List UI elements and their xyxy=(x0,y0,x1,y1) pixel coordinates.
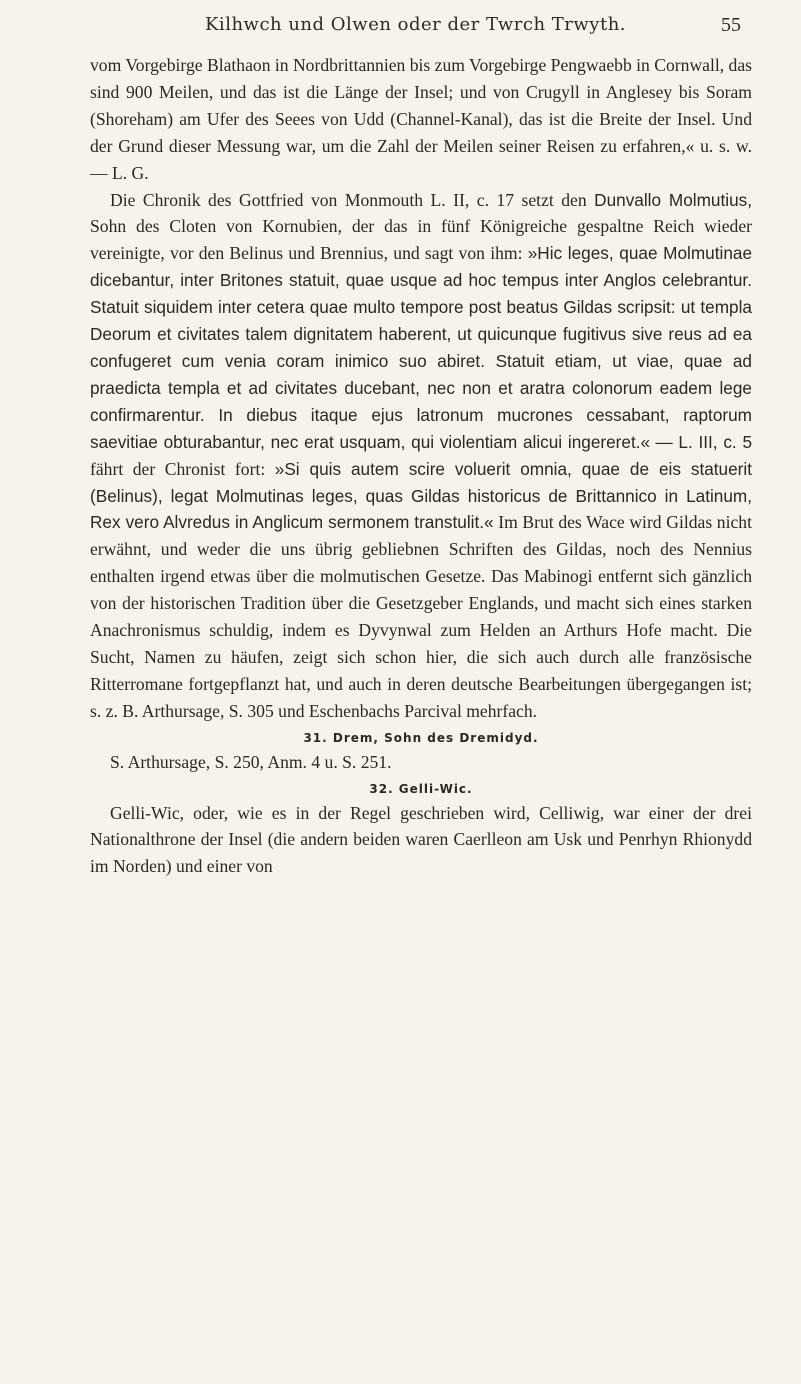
paragraph-molmutius xyxy=(90,187,752,725)
page-header xyxy=(90,14,741,44)
note-heading: 32. Gelli-Wic. xyxy=(369,781,473,796)
running-title: Kilhwch und Olwen oder der Twrch Trwyth. xyxy=(204,14,627,35)
paragraph-text: Die Chronik des Gottfried von Monmouth L. II, c. 17 setzt den xyxy=(110,189,587,210)
paragraph-geography: vom Vorgebirge Blathaon in Nordbrittannien bis zum Vorgebirge Pengwaebb in Cornwall, das sind 900 Meilen, und das ist die Länge der Insel; und von Crugyll in Anglesey bis Soram (Shoreham) am Ufer des Seees von Udd (Channel-Kanal), das ist die Breite der Insel. Und der Grund dieser Messung war, um die Zahl der Meilen seiner Reisen zu erfahren,« u. s. w. — L. G. xyxy=(90,55,752,183)
latin-quotation: »Hic leges, quae Molmutinae dicebantur, inter Britones statuit, quae usque ad hoc tempus inter Anglos celebrantur. Statuit siquidem inter cetera quae multo tempore post beatus Gildas scripsit: ut templa Deorum et civitates talem dignitatem haberent, ut quicunque fugitivus sive reus ad ea confugeret cum venia coram inimico suo abiret. Statuit etiam, ut viae, quae ad praedicta templa et ad civitates ducebant, nec non et aratra colonorum eadem lege confirmarentur. In diebus itaque ejus latronum mucrones cessabant, raptorum saevitiae obturabantur, nec erat usquam, qui violentiam alicui ingereret.« xyxy=(90,243,753,452)
note-heading: 31. Drem, Sohn des Dremidyd. xyxy=(303,730,539,745)
note-text: Gelli-Wic, oder, wie es in der Regel geschrieben wird, Celliwig, war einer der drei Nationalthrone der Insel (die andern beiden waren Caerlleon am Usk und Penrhyn Rhionydd im Norden) und einer von xyxy=(90,802,752,877)
source-reference: — L. III, c. 5 xyxy=(655,431,753,452)
page-number: 55 xyxy=(721,14,741,36)
latin-name: Dunvallo Molmutius, xyxy=(594,189,753,210)
paragraph-text: fährt der Chronist fort: xyxy=(90,458,266,479)
note-text: S. Arthursage, S. 250, Anm. 4 u. S. 251. xyxy=(110,751,392,772)
paragraph-text: Sohn des Cloten von Kornubien, der das in fünf Königreiche gespaltne Reich wieder vereinigte, vor den Belinus und Brennius, und sagt von ihm: xyxy=(90,216,752,264)
paragraph-text: Im Brut des Wace wird Gildas nicht erwähnt, und weder die uns übrig gebliebnen Schriften des Gildas, noch des Nennius enthalten irgend etwas über die molmutischen Gesetze. Das Mabinogi entfernt sich gänzlich von der historischen Tradition über die Gesetzgeber Englands, und macht sich eines starken Anachronismus schuldig, indem es Dyvynwal zum Helden an Arthurs Hofe macht. Die Sucht, Namen zu häufen, zeigt sich schon hier, die sich auch durch alle französische Ritterromane fortgepflanzt hat, und auch in deren deutsche Bearbeitungen übergegangen ist; s. z. B. Arthursage, S. 305 und Eschenbachs Parcival mehrfach. xyxy=(90,512,752,721)
latin-quotation: »Si quis autem scire voluerit omnia, quae de eis statuerit (Belinus), legat Molmutinas leges, quas Gildas historicus de Brittannico in Latinum, Rex vero Alvredus in Anglicum sermonem transtulit.« xyxy=(90,458,752,533)
body-text xyxy=(90,52,752,880)
